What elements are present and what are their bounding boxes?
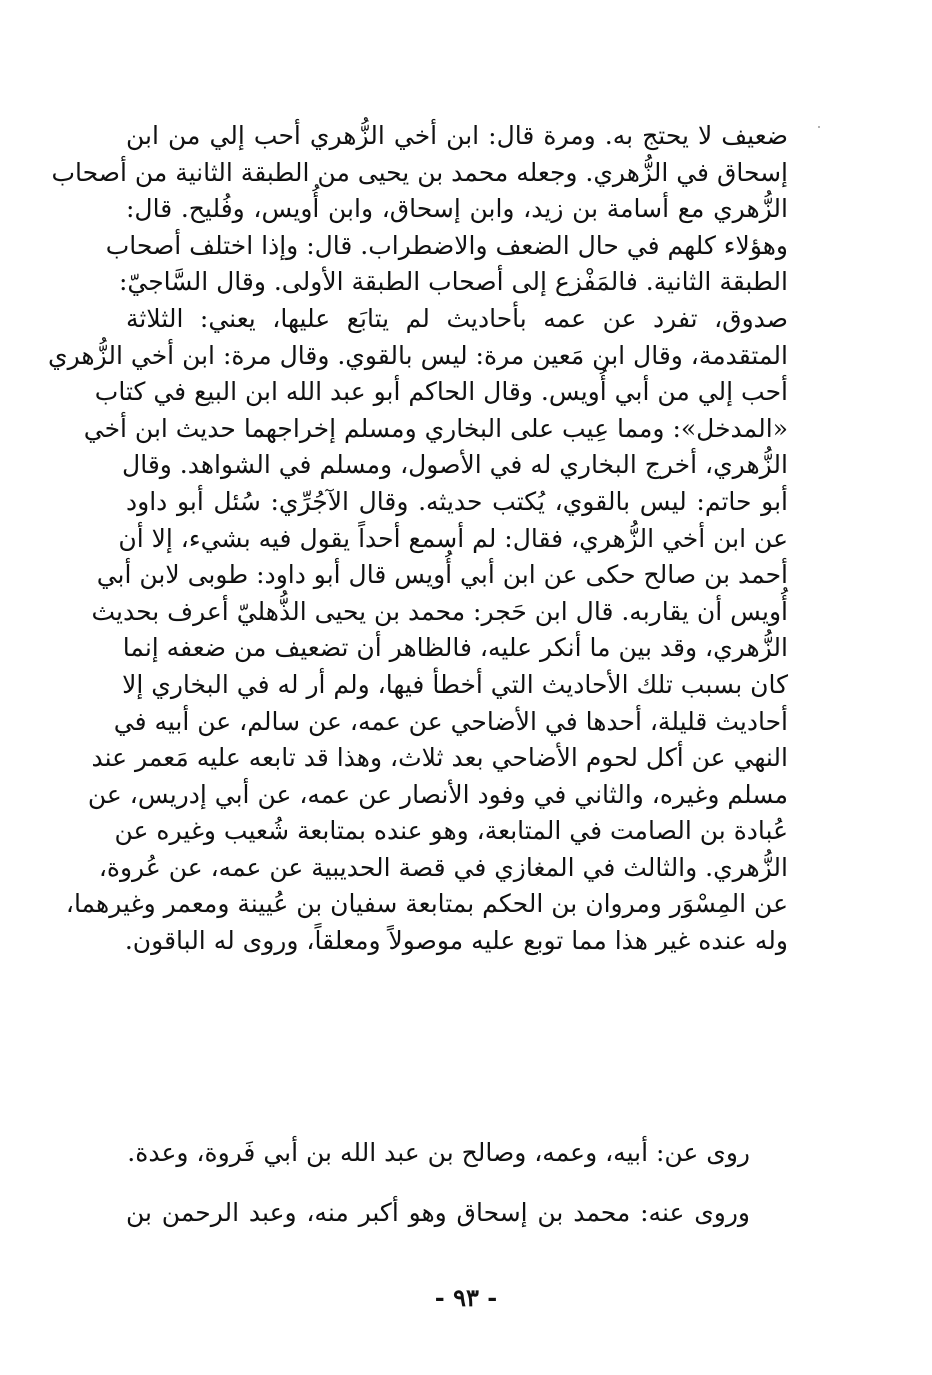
text-line: أُويس أن يقاربه. قال ابن حَجر: محمد بن يحيى الذُّهليّ أعرف بحديث [91, 596, 788, 626]
text-line: الطبقة الثانية. فالمَفْزع إلى أصحاب الطبقة الأولى. وقال السَّاجيّ: [118, 267, 788, 297]
text-line: الزُّهري، وقد بين ما أنكر عليه، فالظاهر أن تضعيف من ضعفه إنما [122, 633, 788, 663]
text-line: الزُّهري، أخرج البخاري له في الأصول، ومسلم في الشواهد. وقال [122, 450, 788, 480]
text-line: أبو حاتم: ليس بالقوي، يُكتب حديثه. وقال الآجُرِّي: سُئل أبو داود [126, 486, 788, 516]
text-line: وهؤلاء كلهم في حال الضعف والاضطراب. قال: وإذا اختلف أصحاب [105, 230, 788, 260]
text-line: الزُّهري مع أسامة بن زيد، وابن إسحاق، وابن أُويس، وفُليح. قال: [126, 194, 788, 224]
text-line: إسحاق في الزُّهري. وجعله محمد بن يحيى من الطبقة الثانية من أصحاب [51, 157, 788, 187]
text-line: الزُّهري. والثالث في المغازي في قصة الحديبية عن عمه، عن عُروة، [98, 852, 788, 882]
text-line: «المدخل»: ومما عِيب على البخاري ومسلم إخراجهما حديث ابن أخي [83, 413, 788, 443]
text-line: أحمد بن صالح حكى عن ابن أبي أُويس قال أبو داود: طوبى لابن أبي [96, 560, 788, 590]
text-line: عن المِسْوَر ومروان بن الحكم بمتابعة سفيان بن عُيينة ومعمر وغيرهما، [65, 889, 788, 919]
margin-dot [818, 126, 820, 128]
text-line: أحب إلي من أبي أُويس. وقال الحاكم أبو عبد الله ابن البيع في كتاب [94, 377, 788, 407]
text-line: ضعيف لا يحتج به. ومرة قال: ابن أخي الزُّهري أحب إلي من ابن [126, 121, 788, 150]
text-line: عن ابن أخي الزُّهري، فقال: لم أسمع أحداً يقول فيه بشيء، إلا أن [118, 523, 788, 553]
text-line: المتقدمة، وقال ابن مَعين مرة: ليس بالقوي. وقال مرة: ابن أخي الزُّهري [48, 340, 788, 370]
main-paragraph [48, 118, 788, 960]
narrated-by-paragraph: وروى عنه: محمد بن إسحاق وهو أكبر منه، وعبد الرحمن بن [126, 1198, 750, 1227]
text-line: وله عنده غير هذا مما توبع عليه موصولاً ومعلقاً، وروى له الباقون. [124, 926, 788, 956]
text-line: صدوق، تفرد عن عمه بأحاديث لم يتابَع عليها، يعني: الثلاثة [126, 303, 788, 333]
page-number: - ٩٣ - [434, 1283, 498, 1312]
narrated-from-paragraph: روى عن: أبيه، وعمه، وصالح بن عبد الله بن أبي فَروة، وعدة. [127, 1138, 750, 1167]
text-line: كان بسبب تلك الأحاديث التي أخطأ فيها، ولم أر له في البخاري إلا [122, 669, 788, 699]
text-line: النهي عن أكل لحوم الأضاحي بعد ثلاث، وهذا قد تابعه عليه مَعمر عند [91, 743, 788, 773]
text-line: أحاديث قليلة، أحدها في الأضاحي عن عمه، عن سالم، عن أبيه في [113, 706, 788, 736]
text-line: مسلم وغيره، والثاني في وفود الأنصار عن عمه، عن أبي إدريس، عن [87, 779, 788, 809]
text-line: عُبادة بن الصامت في المتابعة، وهو عنده بمتابعة شُعيب وغيره عن [114, 816, 788, 846]
